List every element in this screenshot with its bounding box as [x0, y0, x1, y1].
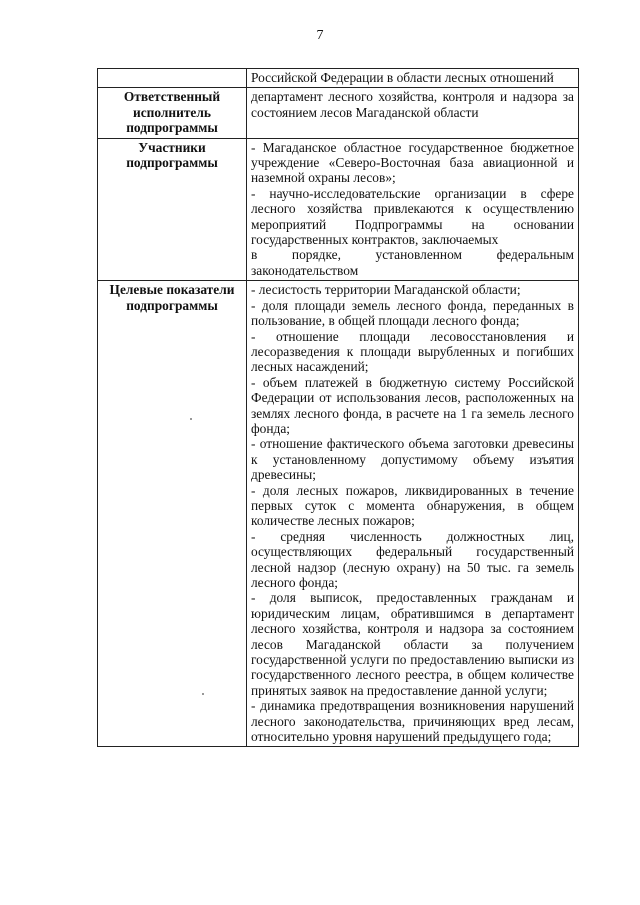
- table-row: [98, 281, 579, 747]
- content-line: - средняя численность должностных лиц, осуществляющих федеральный государственный лесной надзор (лесную охрану) на 50 тыс. га земель лесного фонда;: [251, 528, 574, 590]
- page-number: 7: [316, 28, 324, 43]
- row-content: [247, 69, 579, 88]
- content-line: департамент лесного хозяйства, контроля и надзора за состоянием лесов Магаданской области: [251, 89, 574, 120]
- content-line: - лесистость территории Магаданской области;: [251, 282, 521, 298]
- content-line: - динамика предотвращения возникновения нарушений лесного законодательства, причиняющих вред лесам, относительно уровня нарушений предыдущего года;: [251, 698, 574, 745]
- scan-speck: [190, 418, 192, 420]
- content-line: - отношение площади лесовосстановления и лесоразведения к площади вырубленных и погибших лесных насаждений;: [251, 328, 574, 375]
- content-line: - Магаданское областное государственное бюджетное учреждение «Северо-Восточная база авиационной и наземной охраны лесов»;: [251, 139, 574, 186]
- scan-speck: [202, 693, 204, 695]
- row-content: [247, 88, 579, 138]
- row-content: [247, 138, 579, 281]
- row-label: [98, 69, 247, 88]
- row-content: [247, 281, 579, 747]
- content-line: в порядке, установленном федеральным законодательством: [251, 247, 574, 278]
- content-line: - отношение фактического объема заготовки древесины к установленному допустимому объему изъятия древесины;: [251, 436, 574, 483]
- content-line: - объем платежей в бюджетную систему Российской Федерации от использования лесов, расположенных на землях лесного фонда, в расчете на 1 га земель лесного фонда;: [251, 374, 574, 436]
- table-row: [98, 138, 579, 281]
- content-line: - доля площади земель лесного фонда, переданных в пользование, в общей площади лесного фонда;: [251, 297, 574, 329]
- row-label: Целевые показатели подпрограммы: [98, 281, 247, 747]
- content-line: - доля выписок, предоставленных гражданам и юридическим лицам, обратившимся в департамент лесного хозяйства, контроля и надзора за состоянием лесов Магаданской области за получением государственной услуги по предоставлению выписки из государственного лесного реестра, в общем количестве принятых заявок на предоставление данной услуги;: [251, 590, 574, 698]
- row-label: Ответственный исполнитель подпрограммы: [98, 88, 247, 138]
- row-label: Участники подпрограммы: [98, 138, 247, 281]
- passport-table: [97, 68, 579, 747]
- table-row: [98, 88, 579, 138]
- content-line: Российской Федерации в области лесных отношений: [251, 70, 554, 85]
- table-row: [98, 69, 579, 88]
- content-line: - доля лесных пожаров, ликвидированных в течение первых суток с момента обнаружения, в общем количестве лесных пожаров;: [251, 482, 574, 529]
- content-line: - научно-исследовательские организации в сфере лесного хозяйства привлекаются к осуществлению мероприятий Подпрограммы на основании государственных контрактов, заключаемых: [251, 185, 574, 248]
